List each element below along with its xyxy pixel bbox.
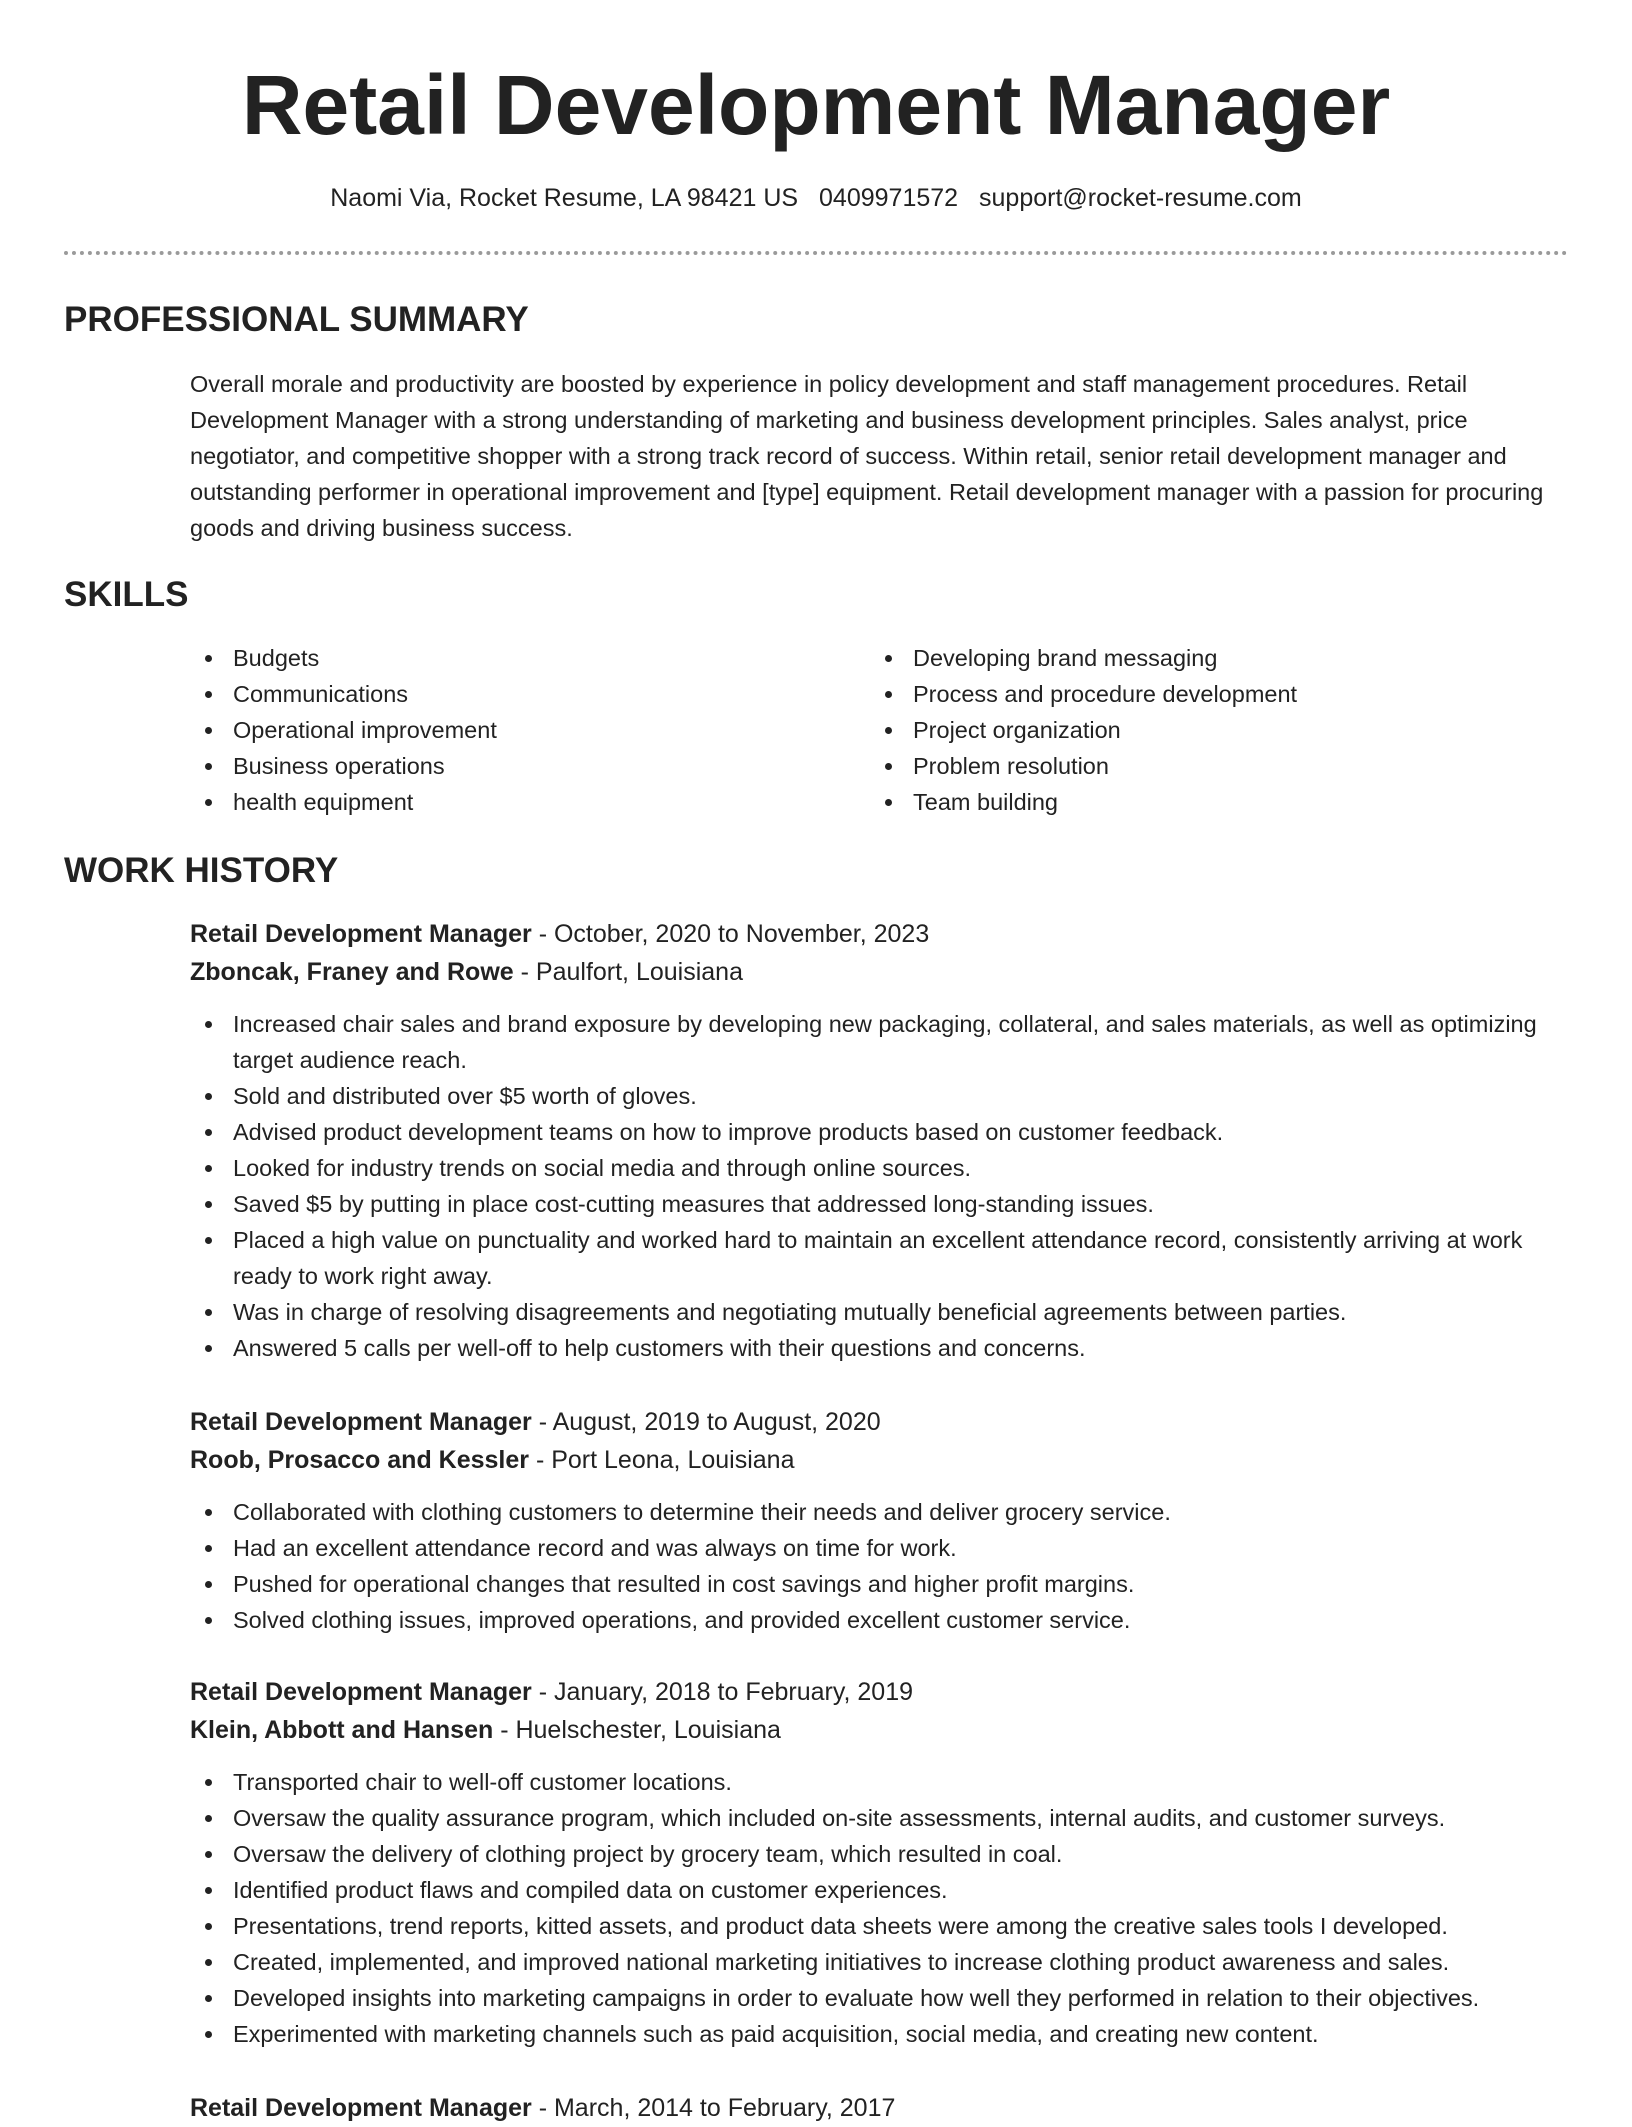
job-title-line bbox=[190, 915, 1570, 953]
job-bullet bbox=[190, 2016, 1570, 2052]
job-bullet bbox=[190, 1980, 1570, 2016]
bullet-icon bbox=[205, 691, 212, 698]
skill-label: Problem resolution bbox=[913, 753, 1109, 779]
skill-item bbox=[190, 640, 810, 676]
job-bullet-text: Increased chair sales and brand exposure by developing new packaging, collateral, and sales materials, as well as optimizing target audience reach. bbox=[233, 1011, 1537, 1073]
bullet-icon bbox=[205, 655, 212, 662]
job-bullet bbox=[190, 1150, 1570, 1186]
job-bullet-text: Identified product flaws and compiled data on customer experiences. bbox=[233, 1877, 948, 1903]
job-bullet bbox=[190, 1330, 1570, 1366]
bullet-icon bbox=[205, 1581, 212, 1588]
bullet-icon bbox=[205, 1887, 212, 1894]
job-bullet-text: Looked for industry trends on social media and through online sources. bbox=[233, 1155, 972, 1181]
job-title-line bbox=[190, 1673, 1570, 1711]
job-bullet bbox=[190, 1836, 1570, 1872]
bullet-icon bbox=[205, 1237, 212, 1244]
skill-label: Communications bbox=[233, 681, 409, 707]
job-bullet-text: Collaborated with clothing customers to determine their needs and deliver grocery service. bbox=[233, 1499, 1171, 1525]
job-bullet-text: Transported chair to well-off customer locations. bbox=[233, 1769, 732, 1795]
bullet-icon bbox=[205, 1815, 212, 1822]
job-title: Retail Development Manager bbox=[190, 920, 532, 948]
job-bullet-text: Developed insights into marketing campaigns in order to evaluate how well they performed in relation to their objectives. bbox=[233, 1985, 1480, 2011]
skill-label: Operational improvement bbox=[233, 717, 497, 743]
bullet-icon bbox=[205, 763, 212, 770]
job-bullet-list bbox=[190, 1006, 1570, 1366]
job-bullet-text: Sold and distributed over $5 worth of gloves. bbox=[233, 1083, 697, 1109]
skill-label: health equipment bbox=[233, 789, 414, 815]
job-company: Zboncak, Franey and Rowe bbox=[190, 958, 514, 986]
job-title: Retail Development Manager bbox=[190, 2094, 532, 2122]
job-bullet-text: Created, implemented, and improved national marketing initiatives to increase clothing product awareness and sales. bbox=[233, 1949, 1450, 1975]
job-bullet-text: Answered 5 calls per well-off to help customers with their questions and concerns. bbox=[233, 1335, 1086, 1361]
skill-label: Team building bbox=[913, 789, 1059, 815]
job-bullet-text: Oversaw the delivery of clothing project by grocery team, which resulted in coal. bbox=[233, 1841, 1063, 1867]
job-bullet bbox=[190, 1908, 1570, 1944]
skill-item bbox=[190, 712, 810, 748]
job-bullet bbox=[190, 1222, 1570, 1294]
job-bullet bbox=[190, 1114, 1570, 1150]
resume-title: Retail Development Manager bbox=[241, 58, 1391, 152]
bullet-icon bbox=[205, 2031, 212, 2038]
bullet-icon bbox=[885, 763, 892, 770]
job-entry bbox=[190, 915, 1570, 1366]
bullet-icon bbox=[205, 799, 212, 806]
contact-address: Naomi Via, Rocket Resume, LA 98421 US bbox=[330, 184, 799, 212]
summary-text: Overall morale and productivity are boosted by experience in policy development and staff management procedures. Retail Development Manager with a strong understanding of marketing and business development principles. Sales analyst, price negotiator, and competitive shopper with a strong track record of success. Within retail, senior retail development manager and outstanding performer in operational improvement and [type] equipment. Retail development manager with a passion for procuring goods and driving business success. bbox=[190, 371, 1544, 541]
job-company: Roob, Prosacco and Kessler bbox=[190, 1446, 530, 1474]
job-bullet-text: Experimented with marketing channels such as paid acquisition, social media, and creating new content. bbox=[233, 2021, 1319, 2047]
job-bullet bbox=[190, 1764, 1570, 1800]
bullet-icon bbox=[885, 799, 892, 806]
bullet-icon bbox=[205, 1201, 212, 1208]
job-bullet-text: Advised product development teams on how to improve products based on customer feedback. bbox=[233, 1119, 1224, 1145]
job-bullet bbox=[190, 1602, 1570, 1638]
skill-item bbox=[870, 640, 1550, 676]
skill-item bbox=[870, 676, 1550, 712]
job-dates: - October, 2020 to November, 2023 bbox=[531, 920, 930, 948]
job-location: - Paulfort, Louisiana bbox=[513, 958, 743, 986]
job-entry bbox=[190, 1673, 1570, 2052]
job-company: Klein, Abbott and Hansen bbox=[190, 1716, 494, 1744]
bullet-icon bbox=[205, 1923, 212, 1930]
job-bullet-text: Solved clothing issues, improved operations, and provided excellent customer service. bbox=[233, 1607, 1131, 1633]
contact-line bbox=[0, 180, 1632, 216]
job-bullet-text: Saved $5 by putting in place cost-cutting measures that addressed long-standing issues. bbox=[233, 1191, 1154, 1217]
job-bullet bbox=[190, 1530, 1570, 1566]
skill-item bbox=[870, 748, 1550, 784]
job-title-line bbox=[190, 1403, 1570, 1441]
job-bullet bbox=[190, 1186, 1570, 1222]
bullet-icon bbox=[205, 1959, 212, 1966]
bullet-icon bbox=[885, 691, 892, 698]
bullet-icon bbox=[205, 1165, 212, 1172]
job-bullet bbox=[190, 1078, 1570, 1114]
job-bullet-text: Was in charge of resolving disagreements and negotiating mutually beneficial agreements between parties. bbox=[233, 1299, 1347, 1325]
bullet-icon bbox=[205, 1309, 212, 1316]
job-dates: - March, 2014 to February, 2017 bbox=[531, 2094, 896, 2122]
bullet-icon bbox=[205, 1509, 212, 1516]
bullet-icon bbox=[205, 1617, 212, 1624]
skills-heading: SKILLS bbox=[64, 575, 189, 614]
bullet-icon bbox=[205, 1851, 212, 1858]
job-company-line bbox=[190, 1441, 1570, 1479]
job-bullet-text: Pushed for operational changes that resulted in cost savings and higher profit margins. bbox=[233, 1571, 1135, 1597]
job-bullet-text: Oversaw the quality assurance program, which included on-site assessments, internal audits, and customer surveys. bbox=[233, 1805, 1446, 1831]
job-bullet bbox=[190, 1800, 1570, 1836]
skills-list-left bbox=[190, 640, 810, 820]
job-bullet bbox=[190, 1494, 1570, 1530]
job-bullet bbox=[190, 1294, 1570, 1330]
job-bullet bbox=[190, 1566, 1570, 1602]
contact-phone: 0409971572 bbox=[819, 184, 959, 212]
skill-item bbox=[190, 676, 810, 712]
bullet-icon bbox=[205, 1021, 212, 1028]
header-divider bbox=[64, 251, 1568, 255]
job-location: - Huelschester, Louisiana bbox=[493, 1716, 781, 1744]
skill-label: Developing brand messaging bbox=[913, 645, 1218, 671]
work-history-heading: WORK HISTORY bbox=[64, 851, 339, 890]
skill-item bbox=[870, 712, 1550, 748]
bullet-icon bbox=[205, 1995, 212, 2002]
job-dates: - August, 2019 to August, 2020 bbox=[531, 1408, 881, 1436]
summary-heading: PROFESSIONAL SUMMARY bbox=[64, 300, 529, 339]
bullet-icon bbox=[205, 1779, 212, 1786]
skill-label: Process and procedure development bbox=[913, 681, 1298, 707]
bullet-icon bbox=[205, 1345, 212, 1352]
job-entry bbox=[190, 1403, 1570, 1638]
skill-label: Project organization bbox=[913, 717, 1121, 743]
contact-email: support@rocket-resume.com bbox=[979, 184, 1302, 212]
job-bullet-text: Had an excellent attendance record and was always on time for work. bbox=[233, 1535, 957, 1561]
bullet-icon bbox=[205, 1093, 212, 1100]
job-dates: - January, 2018 to February, 2019 bbox=[531, 1678, 914, 1706]
skill-item bbox=[190, 784, 810, 820]
job-bullet-list bbox=[190, 1494, 1570, 1638]
skill-item bbox=[870, 784, 1550, 820]
job-title: Retail Development Manager bbox=[190, 1408, 532, 1436]
bullet-icon bbox=[205, 1129, 212, 1136]
job-title: Retail Development Manager bbox=[190, 1678, 532, 1706]
bullet-icon bbox=[885, 727, 892, 734]
job-bullet-text: Placed a high value on punctuality and worked hard to maintain an excellent attendance record, consistently arriving at work ready to work right away. bbox=[233, 1227, 1523, 1289]
skill-label: Business operations bbox=[233, 753, 445, 779]
skill-item bbox=[190, 748, 810, 784]
skills-list-right bbox=[870, 640, 1550, 820]
bullet-icon bbox=[205, 727, 212, 734]
skill-label: Budgets bbox=[233, 645, 320, 671]
job-title-line bbox=[190, 2089, 1570, 2127]
bullet-icon bbox=[205, 1545, 212, 1552]
job-bullet-list bbox=[190, 1764, 1570, 2052]
job-entry bbox=[190, 2089, 1570, 2127]
bullet-icon bbox=[885, 655, 892, 662]
job-location: - Port Leona, Louisiana bbox=[529, 1446, 795, 1474]
job-bullet bbox=[190, 1944, 1570, 1980]
job-bullet-text: Presentations, trend reports, kitted assets, and product data sheets were among the creative sales tools I developed. bbox=[233, 1913, 1448, 1939]
job-company-line bbox=[190, 1711, 1570, 1749]
job-bullet bbox=[190, 1872, 1570, 1908]
job-bullet bbox=[190, 1006, 1570, 1078]
job-company-line bbox=[190, 953, 1570, 991]
